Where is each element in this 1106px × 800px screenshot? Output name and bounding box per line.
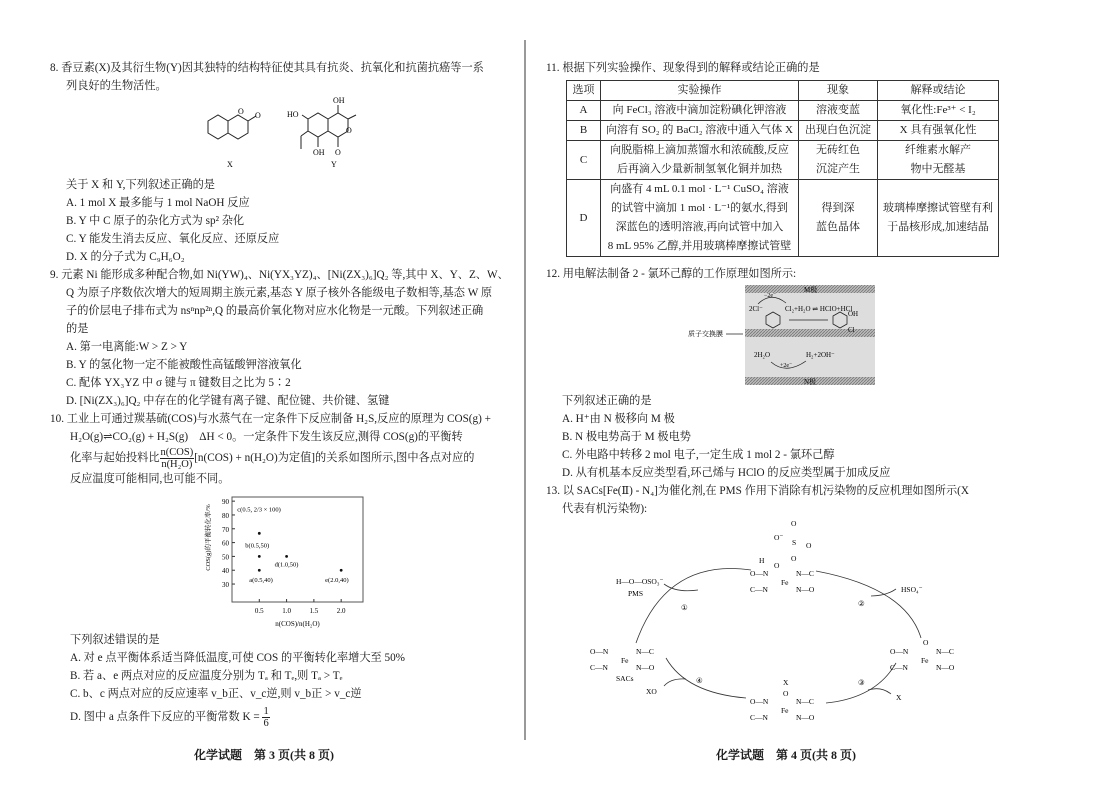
complex-bottom-fe-ox [750,678,815,722]
membrane-label: 质子交换膜 [688,330,723,338]
cell-line: 得到深 [821,202,855,214]
left-column [50,59,520,731]
ratio-fraction [160,447,195,470]
q10-text-with-fraction [50,446,520,470]
cell-line: 无砖红色 [816,144,860,156]
cell-line: 的试管中滴加 1 mol · L⁻¹的氨水,得到 [611,202,788,214]
y-ring-oxygen: O [346,126,352,135]
hso4-label: HSO₄⁻ [901,585,923,594]
q10-option-a[interactable]: A. 对 e 点平衡体系适当降低温度,可使 COS 的平衡转化率增大至 50% [70,652,406,664]
table-row [567,180,999,257]
x-tick-label: 2.0 [336,607,346,615]
q12-option-d[interactable]: D. 从有机基本反应类型看,环己烯与 HClO 的反应类型属于加成反应 [562,467,891,479]
atom-o: O [791,554,797,563]
cell-line: 向脱脂棉上滴加蒸馏水和浓硫酸,反应 [610,144,789,156]
axial-ligand-x: X [783,678,789,687]
data-point [285,555,288,558]
conclusion-cell [878,180,999,257]
molecule-y-label: Y [331,160,337,169]
cell-line: 于晶核形成,加速结晶 [887,221,989,233]
step-2-arrow [816,571,921,638]
ligand-fe: Fe [781,578,789,587]
y-tick-label: 60 [222,539,229,548]
ligand-on: O—N [590,647,609,656]
coumarin-ring-oxygen: O [238,107,244,116]
atom-s: S [792,538,797,547]
q10-text: 反应温度可能相同,也可能不同。 [70,473,230,485]
axial-ligand-o: O [783,689,789,698]
step-2-label: ② [858,599,865,608]
phenomenon-cell [799,121,878,141]
table-header-row [567,81,999,101]
question-8 [50,59,520,266]
cell-line: 向溶有 SO₂ 的 BaCl₂ 溶液中通入气体 X [605,124,794,136]
option-d-text: D. 图中 a 点条件下反应的平衡常数 K = [70,711,260,723]
phenomenon-cell [799,141,878,180]
q13-text: 13. 以 SACs[Fe(Ⅱ) - N₄]为催化剂,在 PMS 作用下消除有机污染物的反应机理如图所示(X [546,485,969,497]
q12-option-b[interactable]: B. N 极电势高于 M 极电势 [562,431,691,443]
ligand-no: N—O [636,663,655,672]
ligand-no: N—O [936,663,955,672]
step-4-arrow [666,658,746,698]
data-point-label: b(0.5,50) [245,542,270,550]
q11-stem: 11. 根据下列实验操作、现象得到的解释或结论正确的是 [546,62,820,74]
cathode-reactant: 2H₂O [754,351,771,359]
x-label: X [896,693,902,702]
coumarin-carbonyl-oxygen: O [255,111,261,120]
q9-text: 的是 [66,323,89,335]
ligand-cn: C—N [590,663,608,672]
q11-table [566,80,999,257]
cell-line: 深蓝色的透明溶液,再向试管中加入 [615,221,784,233]
conclusion-cell [878,141,999,180]
q10-option-d[interactable] [50,703,520,731]
footer-page-3: 化学试题 第 3 页(共 8 页) [194,748,334,762]
operation-cell [601,141,799,180]
complex-right-fe-oxo [890,638,955,672]
ligand-nc: N—C [796,697,814,706]
operation-cell [601,180,799,257]
fraction-numerator: n(COS) [160,446,194,458]
q10-text: 化率与起始投料比 [70,452,160,464]
cell-line: 沉淀产生 [816,163,860,175]
atom-h: H [759,556,765,565]
option-cell: D [567,180,601,257]
y-oh-top: OH [333,96,345,105]
cell-line: X 具有强氧化性 [899,124,977,136]
y-tick-label: 30 [222,581,229,590]
ligand-no: N—O [796,585,815,594]
xo-label: XO [646,687,657,696]
ligand-cn: C—N [890,663,908,672]
cell-line: 后再滴入少量新制氢氧化铜并加热 [617,163,782,175]
data-point-label: c(0.5, 2/3 × 100) [237,506,281,514]
conclusion-cell [878,121,999,141]
operation-cell [601,121,799,141]
coumarin-benzene-ring [208,115,228,139]
q10-stem: 下列叙述错误的是 [70,634,160,646]
atom-o: O [791,519,797,528]
q9-option-a[interactable]: A. 第一电离能:W > Z > Y [66,341,188,353]
electrolysis-figure [546,283,1056,389]
conversion-scatter-chart [50,488,520,628]
conclusion-cell [878,101,999,121]
cell-line: 出现白色沉淀 [805,124,871,136]
q8-text: 8. 香豆素(X)及其衍生物(Y)因其独特的结构特征使其具有抗炎、抗氧化和抗菌抗癌等一系 [50,62,484,74]
question-11 [546,59,1056,257]
reaction-mechanism-figure [546,518,1056,730]
cell-line: 向 FeCl₃ 溶液中滴加淀粉碘化钾溶液 [612,104,787,116]
cell-line: 氧化性:Fe³⁺ < I₂ [900,104,976,116]
ligand-fe: Fe [621,656,629,665]
q12-stem-2: 下列叙述正确的是 [562,395,652,407]
header-operation: 实验操作 [601,81,799,101]
q9-text: Q 为原子序数依次增大的短周期主族元素,基态 Y 原子核外各能级电子数相等,基态 W 原 [66,287,493,299]
q8-molecules-figure [50,95,520,173]
q8-option-c[interactable]: C. Y 能发生消去反应、氧化反应、还原反应 [66,233,280,245]
q9-option-c[interactable]: C. 配体 YX₃YZ 中 σ 键与 π 键数目之比为 5∶2 [66,377,291,389]
ligand-on: O—N [890,647,909,656]
ligand-nc: N—C [936,647,954,656]
sacs-label: SACs [616,674,634,683]
atom-o: O [806,541,812,550]
ligand-on: O—N [750,697,769,706]
x-tick-label: 1.0 [282,607,291,615]
ligand-cn: C—N [750,713,768,722]
q10-text: 10. 工业上可通过羰基硫(COS)与水蒸气在一定条件下反应制备 H₂S,反应的原理为 COS(g) + [50,413,491,425]
axial-ligand-o: O [923,638,929,647]
table-row [567,141,999,180]
x-tick-label: 1.5 [309,607,319,615]
q10-text: H₂O(g)⇌CO₂(g) + H₂S(g) ΔH < 0。一定条件下发生该反应,测得 COS(g)的平衡转 [70,431,463,443]
m-electrode-label: M极 [804,286,818,294]
q8-option-a[interactable]: A. 1 mol X 最多能与 1 mol NaOH 反应 [66,197,250,209]
oh-group: OH [848,310,859,318]
complex-top [759,519,812,570]
q9-text: 子的价层电子排布式为 nsⁿnp²ⁿ,Q 的最高价氧化物对应水化物是一元酸。下列叙述正确 [66,305,484,317]
q8-option-b[interactable]: B. Y 中 C 原子的杂化方式为 sp² 杂化 [66,215,245,227]
ligand-cn: C—N [750,585,768,594]
question-13 [546,482,1056,733]
cl-group: Cl [848,326,855,334]
data-point [258,555,261,558]
cell-line: 物中无醛基 [910,163,966,175]
q12-option-a[interactable]: A. H⁺由 N 极移向 M 极 [562,413,675,425]
k-fraction [262,706,269,729]
cathode-product: H₂+2OH⁻ [806,351,835,359]
step-1-label: ① [681,603,688,612]
pms-formula: H—O—OSO₃⁻ [616,577,664,586]
q12-stem: 12. 用电解法制备 2 - 氯环己醇的工作原理如图所示: [546,268,797,280]
question-12 [546,265,1056,482]
xo-arrow [664,679,686,686]
data-point [258,569,261,572]
y-tick-label: 80 [222,511,229,520]
anode-electrons: −2e⁻ [764,293,777,299]
y-benzene-ring [308,113,328,137]
header-conclusion: 解释或结论 [878,81,999,101]
q13-text: 代表有机污染物): [562,503,648,515]
ligand-on: O—N [750,569,769,578]
y-ho-left: HO [287,110,299,119]
option-cell: B [567,121,601,141]
q8-stem: 关于 X 和 Y,下列叙述正确的是 [66,179,215,191]
ligand-fe: Fe [921,656,929,665]
y-oh-bottom: OH [313,148,325,157]
x-arrow [868,689,891,694]
proton-exchange-membrane [745,329,875,337]
pms-label: PMS [628,589,644,598]
q9-option-b[interactable]: B. Y 的氢化物一定不能被酸性高锰酸钾溶液氧化 [66,359,302,371]
fraction-denominator: 6 [263,717,269,729]
q8-option-d[interactable]: D. X 的分子式为 C₉H₆O₂ [66,251,185,263]
header-phenomenon: 现象 [799,81,878,101]
header-option: 选项 [567,81,601,101]
atom-o: O [774,561,780,570]
cell-line: 蓝色晶体 [816,221,860,233]
q10-text: [n(COS) + n(H₂O)为定值]的关系如图所示,图中各点对应的 [194,452,475,464]
q12-option-c[interactable]: C. 外电路中转移 2 mol 电子,一定生成 1 mol 2 - 氯环己醇 [562,449,835,461]
x-tick-label: 0.5 [254,607,264,615]
cell-line: 纤维素水解产 [905,144,971,156]
y-tick-label: 70 [222,525,229,534]
option-cell: A [567,101,601,121]
step-4-label: ④ [696,676,703,685]
complex-sacs [590,647,655,672]
q8-text: 列良好的生物活性。 [66,80,167,92]
q9-option-d[interactable]: D. [Ni(ZX₃)₆]Q₂ 中存在的化学键有离子键、配位键、共价键、氢键 [66,395,390,407]
q10-option-c[interactable]: C. b、c 两点对应的反应速率 v_b正、v_c逆,则 v_b正 > v_c逆 [70,688,362,700]
atom-o-minus: O⁻ [774,533,784,542]
right-column [546,59,1056,733]
y-axis-label: COS(g)的平衡转化率/% [205,504,212,571]
option-cell: C [567,141,601,180]
q10-option-b[interactable]: B. 若 a、e 两点对应的反应温度分别为 Tₐ 和 Tₑ,则 Tₐ > Tₑ [70,670,343,682]
data-point [258,532,261,535]
n-electrode-label: N极 [804,378,817,386]
fraction-denominator: n(H₂O) [161,458,193,470]
molecule-x-label: X [227,160,233,169]
y-lactone-ring [328,113,348,137]
operation-cell [601,101,799,121]
step-3-label: ③ [858,678,865,687]
cathode-electrons: +2e⁻ [780,363,793,369]
y-tick-label: 90 [222,498,229,507]
ligand-nc: N—C [796,569,814,578]
data-point-label: e(2.0,40) [325,577,349,585]
data-point-label: d(1.0,50) [274,561,299,569]
anode-reactant: 2Cl⁻ [749,305,763,313]
cell-line: 溶液变蓝 [816,104,860,116]
ligand-fe: Fe [781,706,789,715]
complex-top-fe [750,569,815,594]
data-point [340,569,343,572]
footer-page-4: 化学试题 第 4 页(共 8 页) [716,748,856,762]
phenomenon-cell [799,101,878,121]
phenomenon-cell [799,180,878,257]
y-carbonyl-oxygen: O [335,148,341,157]
question-9 [50,266,520,410]
hso4-arrow [871,589,896,596]
table-row [567,121,999,141]
x-axis-label: n(COS)/n(H₂O) [275,620,320,628]
cell-line: 玻璃棒摩擦试管壁有利 [883,202,993,214]
anode-equation: Cl₂+H₂O ⇌ HClO+HCl [785,305,853,313]
data-point-label: a(0.5,40) [249,577,273,585]
fraction-numerator: 1 [263,705,269,717]
y-tick-label: 40 [222,567,229,576]
table-row [567,101,999,121]
cell-line: 8 mL 95% 乙醇,并用玻璃棒摩擦试管壁 [607,240,792,252]
coumarin-pyranone-ring [228,115,248,139]
ligand-nc: N—C [636,647,654,656]
y-tick-label: 50 [222,553,229,562]
cell-line: 向盛有 4 mL 0.1 mol · L⁻¹ CuSO₄ 溶液 [610,183,789,195]
question-10 [50,410,520,731]
column-divider [524,40,526,740]
q9-text: 9. 元素 Ni 能形成多种配合物,如 Ni(YW)₄、Ni(YX₃YZ)₄、[Ni(ZX₃)₆]Q₂ 等,其中 X、Y、Z、W、 [50,269,509,281]
ligand-no: N—O [796,713,815,722]
